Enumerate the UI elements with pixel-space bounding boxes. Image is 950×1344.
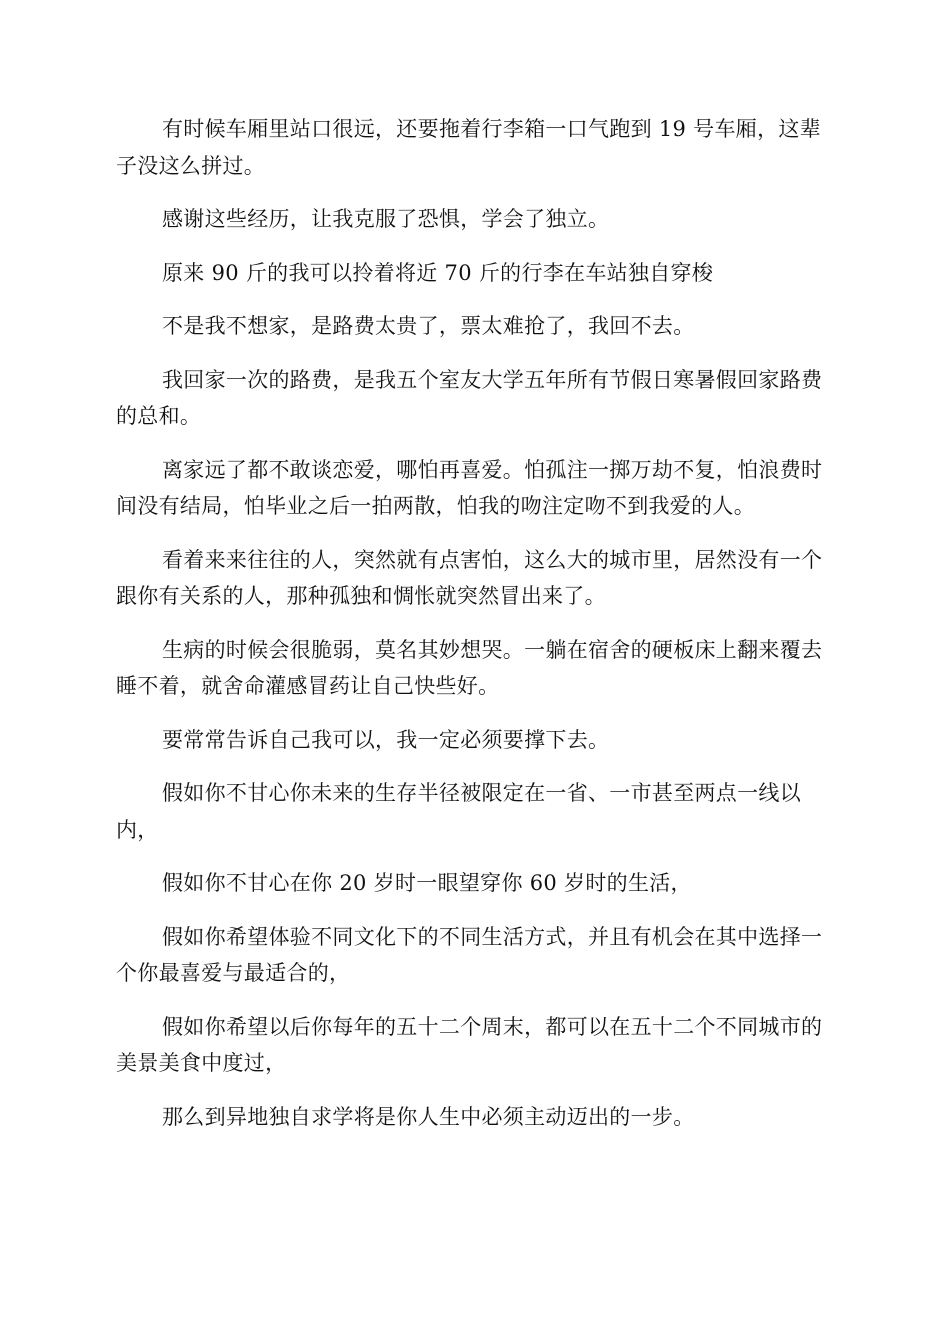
paragraph: 看着来来往往的人，突然就有点害怕，这么大的城市里，居然没有一个跟你有关系的人，那种孤独和惆怅就突然冒出来了。 xyxy=(116,547,823,608)
document-body xyxy=(116,111,836,1152)
paragraph: 我回家一次的路费，是我五个室友大学五年所有节假日寒暑假回家路费的总和。 xyxy=(116,367,823,428)
paragraph: 原来 90 斤的我可以拎着将近 70 斤的行李在车站独自穿梭 xyxy=(162,260,714,285)
paragraph: 不是我不想家，是路费太贵了，票太难抢了，我回不去。 xyxy=(162,314,695,338)
paragraph: 那么到异地独自求学将是你人生中必须主动迈出的一步。 xyxy=(162,1104,695,1129)
paragraph: 感谢这些经历，让我克服了恐惧，学会了独立。 xyxy=(162,207,610,231)
paragraph: 假如你希望体验不同文化下的不同生活方式，并且有机会在其中选择一个你最喜爱与最适合的， xyxy=(116,924,823,985)
paragraph: 假如你不甘心在你 20 岁时一眼望穿你 60 岁时的生活， xyxy=(162,871,692,895)
paragraph: 有时候车厢里站口很远，还要拖着行李箱一口气跑到 19 号车厢，这辈子没这么拼过。 xyxy=(116,117,821,178)
paragraph: 假如你不甘心你未来的生存半径被限定在一省、一市甚至两点一线以内， xyxy=(116,781,801,842)
paragraph: 离家远了都不敢谈恋爱，哪怕再喜爱。怕孤注一掷万劫不复，怕浪费时间没有结局，怕毕业之后一拍两散，怕我的吻注定吻不到我爱的人。 xyxy=(116,457,823,518)
paragraph: 要常常告诉自己我可以，我一定必须要撑下去。 xyxy=(162,727,610,752)
paragraph: 假如你希望以后你每年的五十二个周末，都可以在五十二个不同城市的美景美食中度过， xyxy=(116,1014,823,1075)
paragraph: 生病的时候会很脆弱，莫名其妙想哭。一躺在宿舍的硬板床上翻来覆去睡不着，就舍命灌感冒药让自己快些好。 xyxy=(116,637,823,698)
